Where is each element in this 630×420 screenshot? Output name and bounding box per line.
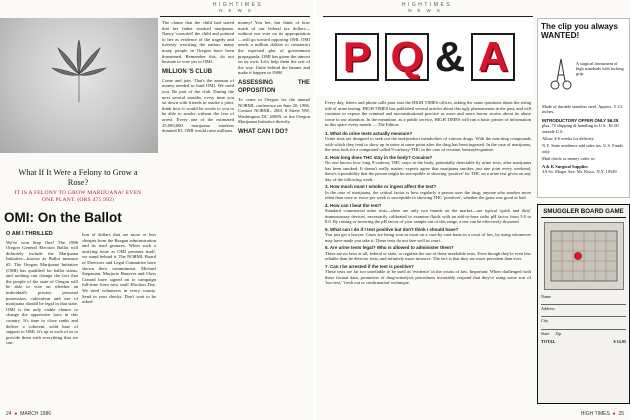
marijuana-leaf-icon xyxy=(48,38,110,108)
order-form xyxy=(541,294,626,344)
section-what: WHAT CAN I DO? xyxy=(238,128,288,135)
qa-question: 2. How long does THC stay in the body? Cocaine? xyxy=(325,154,433,160)
ad-clip-tax: N.Y. State residence add sales tax. U.S. Funds only. xyxy=(542,143,623,154)
pq-letter-a-box xyxy=(471,33,515,81)
smuggler-title: SMUGGLER BOARD GAME xyxy=(541,208,626,218)
qa-answer: In the case of marijuana, the critical factor is how regularly a person uses the drug; anyone who smokes more often than once or twice per week is susceptible to showing THC 'positives', whether the grass was good or bad. xyxy=(325,189,531,200)
form-total-row xyxy=(541,339,626,344)
right-page xyxy=(317,0,630,420)
qa-answer: Urine tests are designed to seek out the end-product metabolites of various drugs. With the non-drug compounds with which they tend to show up in urine at some point after the drug has been ingested. In the case of marijuana, the tests look for a compound called 9-carboxy-THC in the case of cocaine, benzoylecgonine. xyxy=(325,136,531,152)
form-city-line[interactable] xyxy=(541,324,626,330)
ad-clip-made: Made of durable stainless steel. Approx. 5 1/2 inches. xyxy=(542,104,623,115)
ad-clip-title: The clip you always WANTED! xyxy=(541,22,618,40)
qa-question: 5. What can I do if I test positive but don't think I should have? xyxy=(325,226,459,232)
qa-question: 6. Are urine tests legal? Who is allowed to administer them? xyxy=(325,245,454,250)
article-title: OMI: On the Ballot xyxy=(4,210,122,225)
qa-question: 1. What do urine tests actually measure? xyxy=(325,130,413,136)
col-1 xyxy=(6,232,78,347)
section-how: ASSESSING THE OPPOSITION xyxy=(238,79,310,94)
col-4-text: The clause that the child had stated that her father smoked marijuana. Nancy 'consoled' the child and pointed to her as evidence of the tragedy and travesty wrecking the nation: many many people in Oregon have been threatened. Remember this, do not hesitate to vote yes to OMI. xyxy=(162,20,234,65)
qa-answer: No one knows how long 9-carboxy THC stays in the body, potentially detectable by urine tests, after marijuana has been smoked. It doesn't really matter; experts agree that marijuana smokes just one joint every weekend, there's a possibility that the person might be susceptible to showing 'positive' for THC on a urine test given on any day of the following week. xyxy=(325,160,531,182)
header-rule xyxy=(323,16,533,17)
form-address-label: Address xyxy=(541,306,555,312)
form-price: $ 14.95 xyxy=(613,338,626,344)
qa-item xyxy=(325,264,531,286)
ad-clip-delivery: Allow 4-6 weeks for delivery. xyxy=(542,136,595,142)
qa-question: 7. Can I be arrested if the test is positive? xyxy=(325,263,414,269)
qa-item xyxy=(325,245,531,262)
pq-banner xyxy=(317,18,533,96)
col-4 xyxy=(162,20,234,135)
qa-item xyxy=(325,155,531,183)
header-sub: NEWS xyxy=(408,8,446,13)
page-number-right: 25 xyxy=(618,411,624,417)
qa-column xyxy=(325,100,531,287)
surgical-clip-icon xyxy=(548,57,574,91)
left-footer: 24 ● MARCH 1986 xyxy=(6,411,52,417)
col-2 xyxy=(82,232,156,306)
qa-item xyxy=(325,227,531,244)
form-total-label: TOTAL xyxy=(541,338,556,344)
board-game-icon xyxy=(545,223,623,289)
qa-item xyxy=(325,131,531,153)
col-1-text: We've won Step One! The 1986 Oregon General Election Ballot will definitely include the Marijuana Initiative—known as Ballot measure #5. The Oregon Marijuana Initiative (OMI) has qualified for ballot status, and nothing can change the fact that the people of the state of Oregon will be able to vote on whether an individual's private, personal possession, cultivation and use of marijuana should be legal in that state. OMI is the only viable chance to change the oppressive laws in this country. It's time to close ranks and deliver a coherent, solid base of support to OMI. It's up to each of us to provide them with everything that we can. xyxy=(6,239,78,346)
right-footer: HIGH TIMES ● 25 xyxy=(580,411,624,417)
ad-clip-order: Mail check or money order to: xyxy=(542,156,596,162)
col-5 xyxy=(238,20,310,138)
qa-answer: These tests are far too unreliable to be used as 'evidence' in the courts of law. Important: When challenged with these factual data, promoters of drug-urinalysis procedures invariably respond that they're using some sort of 'two-test,' 'fresh out or confirmation' technique. xyxy=(325,269,531,285)
col-6-text: To come to Oregon for the annual NORML conference on June 20, 1986. Contact NORML, 2001 S Street NW, Washington DC 20009, or the Oregon Marijuana Initiative directly. xyxy=(238,96,310,125)
qa-intro: Every day, letters and phone calls pour into the HIGH TIMES offices, asking the same questions about the rising tide of urine testing. HIGH TIMES has published several articles about this ugly phenomenon in the past, and will continue to expose the criminal and unconstitutional practice as more and more horror stories about its abuse come to our attention. In the meantime, as a public service, HIGH TIMES will run a basic primer of information in this space every month. —The Editors xyxy=(325,100,531,127)
pq-letter-q: Q xyxy=(390,33,424,80)
callout-title: What If It Were a Felony to Grow a Rose? xyxy=(18,168,138,187)
byline: O AM I THRILLED xyxy=(6,231,53,237)
qa-answer: Standard commercial urine tests—there are only two brands on the market—are typical 'quick and dirty' immunoassay devices, necessarily calibrated to examine fluids with an add-to-base radio pH factor from 5.0 to 8.0. By raising or lowering the pH factor of your sample out of this range, a test can be effectively thwarted. xyxy=(325,208,531,224)
ad-clip-offer-text: plus .75 shipping & handling in U.S., $1.00 outside U.S. xyxy=(542,123,619,134)
magazine-name: HIGH TIMES xyxy=(580,411,610,417)
callout-subtitle: IT IS A FELONY TO GROW MARIJUANA! EVEN ONE PLANT. (ORS 475.992) xyxy=(14,190,142,203)
form-state-label: State xyxy=(541,330,550,336)
pq-letter-a: A xyxy=(478,33,509,80)
clip-advertisement xyxy=(537,18,630,198)
header-sub: NEWS xyxy=(219,8,257,13)
pq-letter-q-box xyxy=(385,33,429,81)
qa-item xyxy=(325,203,531,225)
header-title: HIGHTIMES xyxy=(212,2,264,8)
header-title: HIGHTIMES xyxy=(401,2,453,8)
qa-question: 3. How much must I smoke or ingest affect the test? xyxy=(325,184,437,189)
qa-question: 4. How can I beat the test? xyxy=(325,202,382,208)
ad-clip-details xyxy=(542,104,627,174)
ad-clip-offer-title: INTRODUCTORY OFFER ONLY $6.25 xyxy=(542,117,619,123)
form-name-line[interactable] xyxy=(541,299,626,305)
qa-answer: You just get a lawyer. Cases are being won in court on a case-by-case basis in a court of law, by using whomever may have made you take it. These tests do not fare well in court. xyxy=(325,232,531,243)
col-3-text: money! You bet, but think of how much of our federal tax dollars—without our vote on its appropriation—will go toward opposing OMI. OMI needs a million dollars to counteract the expected glut of government propaganda. OMI has given the utmost on its own. Let's help them the rest of the way. Unite behind the banner and make it happen in 1986! xyxy=(238,20,310,76)
form-name-label: Name xyxy=(541,294,551,299)
qa-answer: There are no laws at all, federal or state, to regulate the use of these unreliable tests. Even though they're even less reliable than lie detector tests, and infinitely more invasive. The fact is that they are more prevalent than ever. xyxy=(325,250,531,261)
pq-ampersand: & xyxy=(434,33,466,80)
issue-date: MARCH 1986 xyxy=(20,411,52,417)
section-million: MILLION 'S CLUB xyxy=(162,68,213,75)
board-game-image xyxy=(544,222,624,290)
rose-marijuana-photo xyxy=(0,18,158,203)
left-page xyxy=(0,0,313,420)
pq-letter-p-box xyxy=(335,33,379,81)
ad-clip-company: A & K Surgical Supplies xyxy=(542,163,588,169)
col-2-text: lion of dollars that are more or less cheaper from the Reagan administration and its mad gestures. When such a unifying issue as OMI presents itself, we stand behind it. The NORML Board of Directors and Legal Committee have shown their commitment. Michael Stepanian, Marjorie Hanover and Chris Conrad have signed on to campaign full-time from now until Election Day. We need volunteers in every county. Send in your checks. Don't wait to be asked. xyxy=(82,232,156,305)
callout xyxy=(8,168,148,204)
form-city-label: City xyxy=(541,318,549,324)
form-address-line[interactable] xyxy=(541,311,626,317)
pq-letter-p: P xyxy=(342,33,371,80)
ad-clip-description: A surgical instrument of high standards with locking grip. xyxy=(576,61,624,77)
qa-item xyxy=(325,184,531,201)
ad-clip-address: 3A So. Moger Ave. Mt. Kisco, N.Y. 10549 xyxy=(542,169,617,175)
form-zip-label: Zip xyxy=(555,330,562,336)
page-number-left: 24 xyxy=(6,411,12,417)
form-state-zip xyxy=(541,331,626,336)
header-rule xyxy=(160,16,310,17)
col-5-text: Come and join. That's the amount of money needed to fund OMI. We need you. Be part of the club. During the next several months, every time you sit down with friends to smoke a joint, think how it would be worth to you to be able to smoke without the fear of arrest. Every one of the estimated 25,000,000 marijuana smokers donated $1, OMI would raise millions. xyxy=(162,77,234,134)
smuggler-board-game-ad xyxy=(537,204,630,404)
